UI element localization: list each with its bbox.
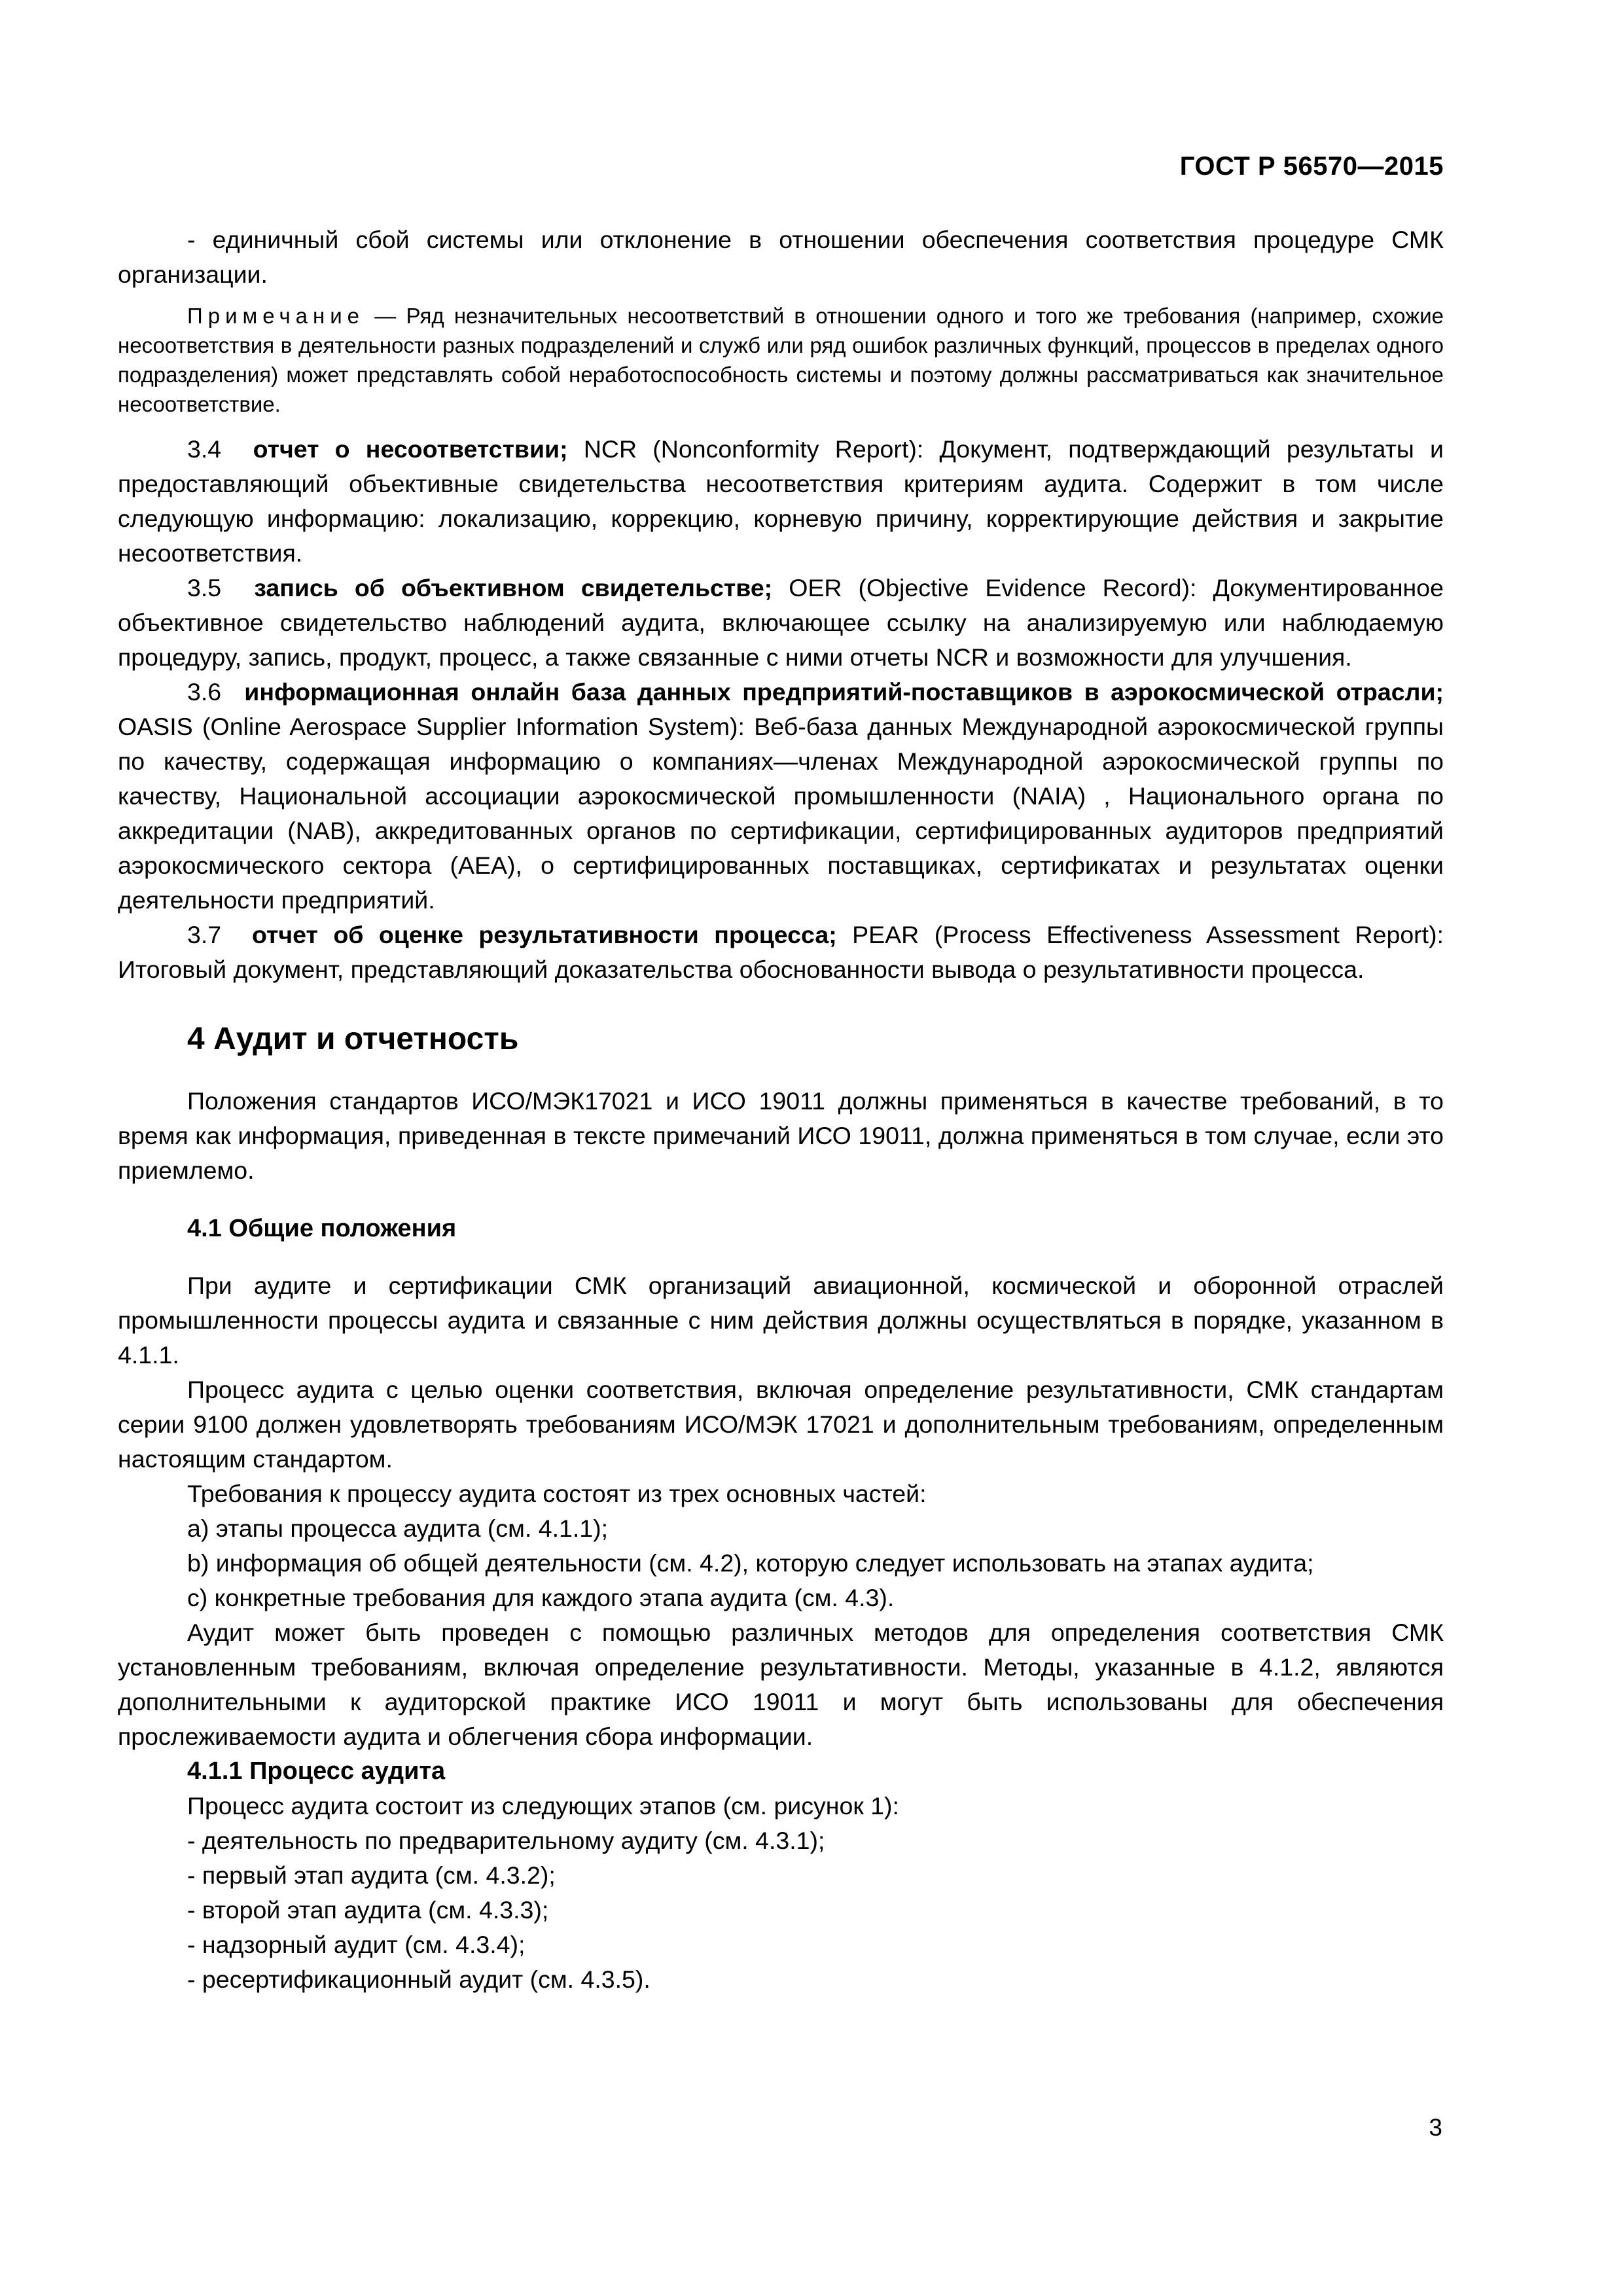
intro-bullet-line: - единичный сбой системы или отклонение в отношении обеспечения соответствия процедуре СМК организации. xyxy=(118,226,1444,288)
note-text: — Ряд незначительных несоответствий в отношении одного и того же требования (например, схожие несоответствия в деятельности разных подразделений и служб или ряд ошибок различных функций, процессов в пределах одного подразделения) может представлять собой неработоспособность системы и поэтому должны рассматриваться как значительное несоответствие. xyxy=(118,304,1444,416)
audit-stage-item: - второй этап аудита (см. 4.3.3); xyxy=(187,1896,549,1924)
section-4-heading: 4 Аудит и отчетность xyxy=(187,1022,519,1056)
definition-term: информационная онлайн база данных предприятий-поставщиков в аэрокосмической отрасли; xyxy=(244,678,1444,706)
standard-id-header: ГОСТ Р 56570—2015 xyxy=(1179,152,1444,181)
note-label: Примечание xyxy=(187,304,365,328)
section-4-1-1-intro: Процесс аудита состоит из следующих этапов (см. рисунок 1): xyxy=(187,1792,899,1820)
definition-text: NCR (Nonconformity Report): Документ, подтверждающий результаты и предоставляющий объективные свидетельства несоответствия критериям аудита. Содержит в том числе следующую информацию: локализацию, коррекцию, корневую причину, корректирующие действия и закрытие несоответствия. xyxy=(118,435,1444,567)
page-number: 3 xyxy=(1429,2114,1442,2141)
audit-stage-item: - надзорный аудит (см. 4.3.4); xyxy=(187,1931,526,1958)
definition-3-7 xyxy=(118,918,1444,987)
audit-stage-item: - деятельность по предварительному аудиту (см. 4.3.1); xyxy=(187,1827,825,1854)
audit-part-b: b) информация об общей деятельности (см. 4.2), которую следует использовать на этапах аудита; xyxy=(187,1549,1314,1577)
note-block xyxy=(118,301,1444,419)
definition-3-5 xyxy=(118,571,1444,675)
section-4-intro: Положения стандартов ИСО/МЭК17021 и ИСО 19011 должны применяться в качестве требований, в то время как информация, приведенная в тексте примечаний ИСО 19011, должна применяться в том случае, если это приемлемо. xyxy=(118,1087,1444,1184)
definition-term: отчет об оценке результативности процесса; xyxy=(252,921,837,948)
definition-text: OER (Objective Evidence Record): Документированное объективное свидетельство наблюдений аудита, включающее ссылку на анализируемую или наблюдаемую процедуру, запись, продукт, процесс, а также связанные с ними отчеты NCR и возможности для улучшения. xyxy=(118,574,1444,671)
definition-text: PEAR (Process Effectiveness Assessment Report): Итоговый документ, представляющий доказательства обоснованности вывода о результативности процесса. xyxy=(118,921,1444,983)
audit-stage-item: - ресертификационный аудит (см. 4.3.5). xyxy=(187,1965,651,1993)
definition-3-4 xyxy=(118,432,1444,571)
definition-number: 3.6 xyxy=(187,678,222,706)
section-4-1-paragraph-4: Аудит может быть проведен с помощью различных методов для определения соответствия СМК установленным требованиям, включая определение результативности. Методы, указанные в 4.1.2, являются дополнительными к аудиторской практике ИСО 19011 и могут быть использованы для обеспечения прослеживаемости аудита и облегчения сбора информации. xyxy=(118,1619,1444,1750)
section-4-1-1-heading: 4.1.1 Процесс аудита xyxy=(187,1757,446,1785)
definition-term: запись об объективном свидетельстве; xyxy=(254,574,773,601)
definition-text: OASIS (Online Aerospace Supplier Information System): Веб-база данных Международной аэрокосмической группы по качеству, содержащая информацию о компаниях—членах Международной аэрокосмической группы по качеству, Национальной ассоциации аэрокосмической промышленности (NAIA) , Национального органа по аккредитации (NAB), аккредитованных органов по сертификации, сертифицированных аудиторов предприятий аэрокосмического сектора (AEA), о сертифицированных поставщиках, сертификатах и результатах оценки деятельности предприятий. xyxy=(118,713,1444,914)
section-4-1-paragraph-1: При аудите и сертификации СМК организаций авиационной, космической и оборонной отраслей промышленности процессы аудита и связанные с ним действия должны осуществляться в порядке, указанном в 4.1.1. xyxy=(118,1272,1444,1369)
audit-part-a: a) этапы процесса аудита (см. 4.1.1); xyxy=(187,1515,609,1542)
definition-term: отчет о несоответствии; xyxy=(253,435,568,463)
section-4-1-paragraph-3: Требования к процессу аудита состоят из трех основных частей: xyxy=(187,1480,927,1507)
audit-stage-item: - первый этап аудита (см. 4.3.2); xyxy=(187,1861,556,1889)
section-4-1-paragraph-2: Процесс аудита с целью оценки соответствия, включая определение результативности, СМК стандартам серии 9100 должен удовлетворять требованиям ИСО/МЭК 17021 и дополнительным требованиям, определенным настоящим стандартом. xyxy=(118,1376,1444,1473)
audit-part-c: c) конкретные требования для каждого этапа аудита (см. 4.3). xyxy=(187,1584,895,1611)
document-body xyxy=(118,223,1444,1997)
definition-number: 3.4 xyxy=(187,435,222,463)
definition-3-6 xyxy=(118,675,1444,918)
definition-number: 3.5 xyxy=(187,574,222,601)
section-4-1-heading: 4.1 Общие положения xyxy=(187,1215,457,1242)
definition-number: 3.7 xyxy=(187,921,222,948)
